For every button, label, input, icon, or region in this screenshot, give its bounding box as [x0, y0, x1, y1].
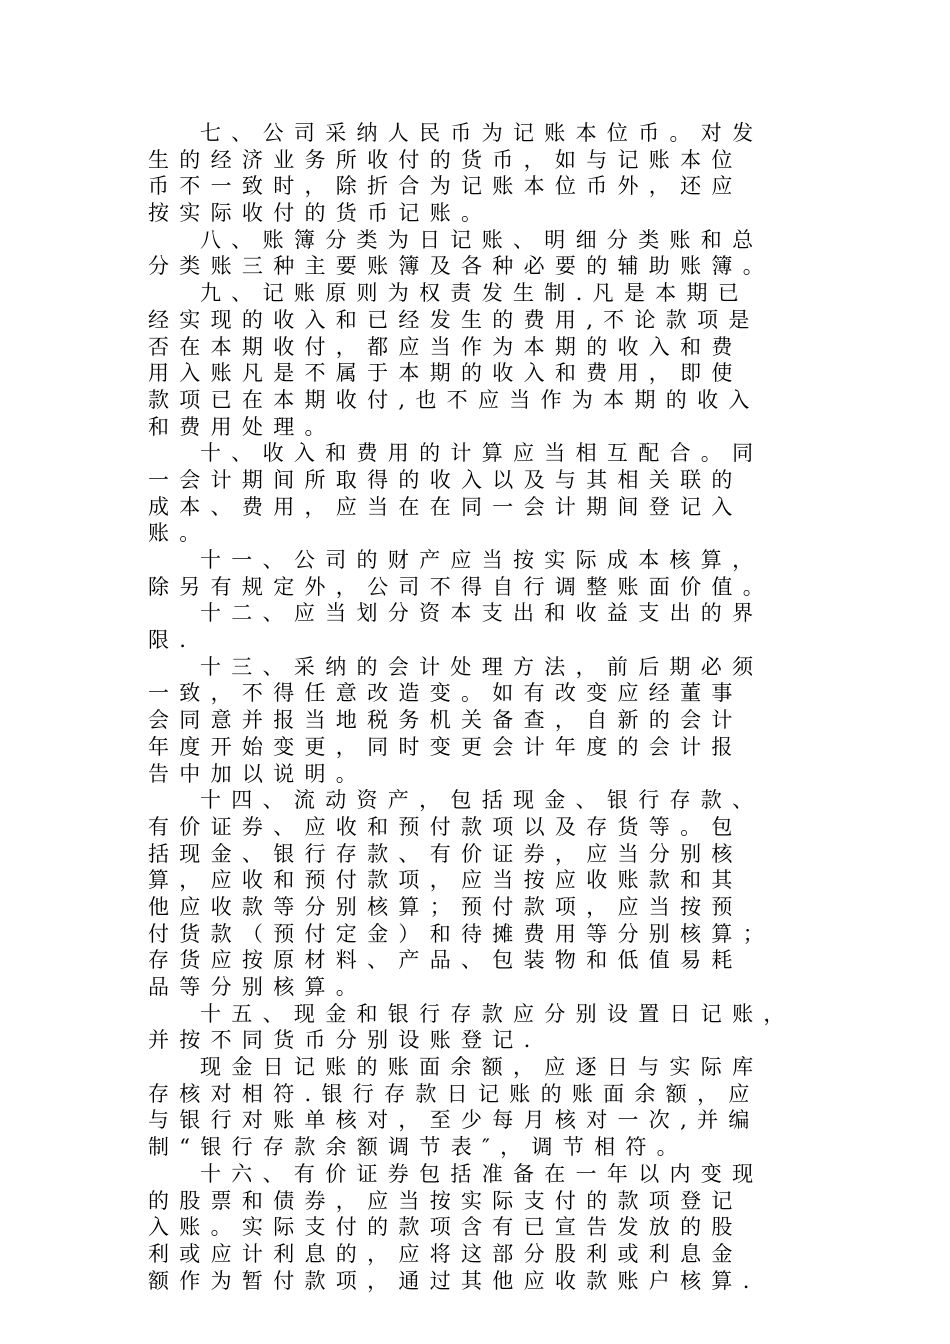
text-line: 和费用处理。 — [148, 414, 336, 439]
text-line: 经实现的收入和已经发生的费用,不论款项是 — [148, 307, 760, 332]
text-line: 有价证券、应收和预付款项以及存货等。包 — [148, 814, 743, 839]
text-line: 他应收款等分别核算；预付款项，应当按预 — [148, 894, 743, 919]
text-line: 十一、公司的财产应当按实际成本核算， — [200, 548, 764, 572]
text-line: 并按不同货币分别设账登记. — [148, 1028, 541, 1053]
text-line: 存核对相符.银行存款日记账的账面余额，应 — [148, 1081, 760, 1106]
text-line: 款项已在本期收付,也不应当作为本期的收入 — [148, 387, 760, 412]
text-line: 品等分别核算。 — [148, 975, 368, 999]
text-line: 算，应收和预付款项，应当按应收账款和其 — [148, 868, 743, 893]
text-line: 用入账凡是不属于本期的收入和费用，即使 — [148, 361, 743, 386]
text-line: 括现金、银行存款、有价证券，应当分别核 — [148, 841, 743, 866]
text-line: 生的经济业务所收付的货币，如与记账本位 — [148, 147, 743, 172]
text-line: 十五、现金和银行存款应分别设置日记账， — [200, 1001, 795, 1026]
text-line: 否在本期收付，都应当作为本期的收入和费 — [148, 334, 743, 359]
text-line: 限. — [148, 628, 197, 653]
text-line: 八、账簿分类为日记账、明细分类账和总 — [200, 227, 764, 252]
text-line: 成本、费用，应当在在同一会计期间登记入 — [148, 494, 743, 519]
text-line: 一致，不得任意改造变。如有改变应经董事 — [148, 681, 743, 706]
text-line: 存货应按原材料、产品、包装物和低值易耗 — [148, 948, 743, 973]
text-line: 九、记账原则为权责发生制.凡是本期已 — [200, 281, 750, 306]
document-body — [148, 120, 848, 1294]
text-line: 入账。实际支付的款项含有已宣告发放的股 — [148, 1215, 743, 1240]
text-line: 除另有规定外，公司不得自行调整账面价值。 — [148, 574, 774, 599]
text-line: 年度开始变更，同时变更会计年度的会计报 — [148, 734, 743, 759]
text-line: 的股票和债券，应当按实际支付的款项登记 — [148, 1188, 743, 1213]
text-line: 制“银行存款余额调节表″，调节相符。 — [148, 1135, 688, 1160]
text-line: 分类账三种主要账簿及各种必要的辅助账簿。 — [148, 254, 774, 279]
text-line: 十二、应当划分资本支出和收益支出的界 — [200, 601, 764, 626]
text-line: 告中加以说明。 — [148, 761, 368, 786]
text-line: 额作为暂付款项，通过其他应收款账户核算. — [148, 1268, 760, 1293]
text-line: 现金日记账的账面余额，应逐日与实际库 — [200, 1055, 764, 1080]
text-line: 十四、流动资产，包括现金、银行存款、 — [200, 788, 764, 813]
text-line: 七、公司采纳人民币为记账本位币。对发 — [200, 121, 764, 145]
text-line: 付货款（预付定金）和待摊费用等分别核算； — [148, 921, 774, 946]
text-line: 十三、采纳的会计处理方法，前后期必须 — [200, 654, 764, 679]
text-line: 与银行对账单核对，至少每月核对一次,并编 — [148, 1108, 760, 1133]
text-line: 一会计期间所取得的收入以及与其相关联的 — [148, 467, 743, 492]
text-line: 会同意并报当地税务机关备查，自新的会计 — [148, 708, 743, 733]
text-line: 十六、有价证券包括准备在一年以内变现 — [200, 1161, 764, 1186]
text-line: 账。 — [148, 521, 211, 546]
text-line: 十、收入和费用的计算应当相互配合。同 — [200, 441, 764, 466]
text-line: 按实际收付的货币记账。 — [148, 201, 493, 226]
text-line: 利或应计利息的，应将这部分股利或利息金 — [148, 1241, 743, 1266]
text-line: 币不一致时，除折合为记账本位币外，还应 — [148, 174, 743, 199]
